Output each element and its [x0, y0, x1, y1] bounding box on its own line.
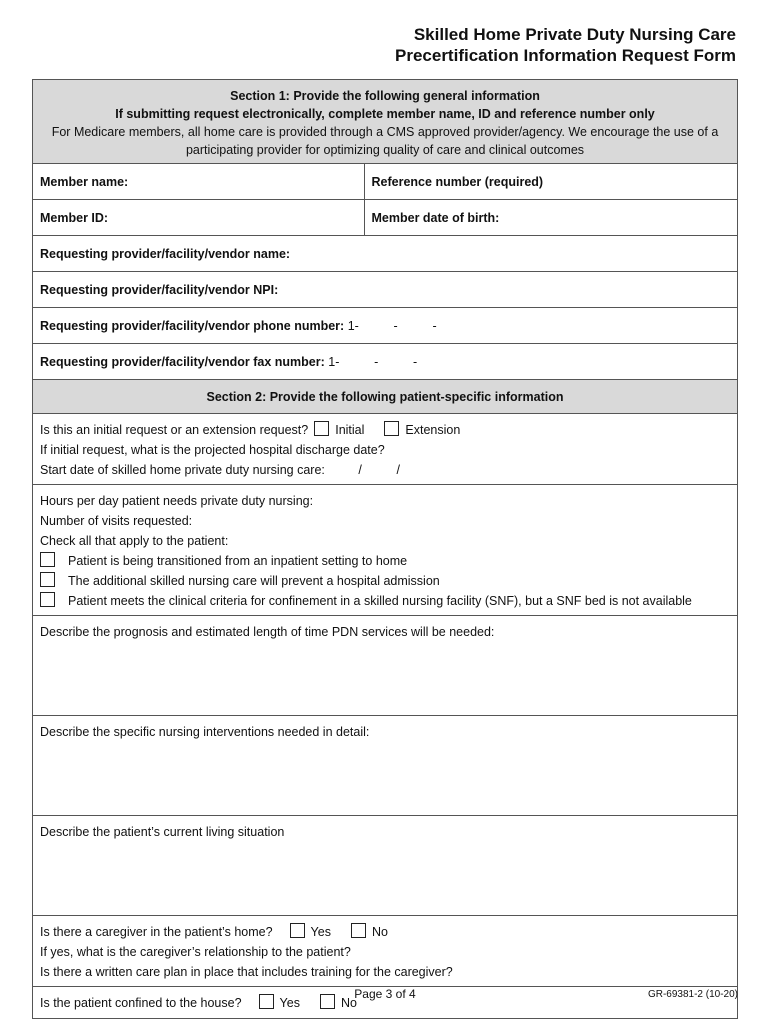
discharge-date-question[interactable]: If initial request, what is the projected hospital discharge date?: [40, 443, 385, 457]
caregiver-no-checkbox[interactable]: [351, 923, 366, 938]
extension-label: Extension: [405, 423, 461, 437]
confined-no-label: No: [340, 996, 357, 1010]
provider-phone-field[interactable]: [33, 308, 738, 344]
reference-number-field[interactable]: [364, 164, 737, 200]
section-1-header: [33, 80, 738, 164]
caregiver-question: Is there a caregiver in the patient’s home?: [40, 925, 273, 939]
caregiver-block: [33, 916, 738, 987]
caregiver-yes-checkbox[interactable]: [290, 923, 305, 938]
section-1-instruction: If submitting request electronically, complete member name, ID and reference number only: [115, 107, 655, 121]
interventions-field[interactable]: [33, 716, 738, 816]
check-all-label: Check all that apply to the patient:: [40, 534, 229, 548]
hours-visits-block: [33, 485, 738, 616]
request-type-question: Is this an initial request or an extension request?: [40, 423, 309, 437]
form-title: [395, 24, 736, 66]
interventions-question: Describe the specific nursing interventions needed in detail:: [40, 725, 370, 739]
start-date-value: / /: [358, 463, 401, 477]
provider-npi-label: Requesting provider/facility/vendor NPI:: [40, 282, 279, 297]
form-code: GR-69381-2 (10-20): [647, 989, 738, 1000]
provider-fax-field[interactable]: [33, 344, 738, 380]
extension-checkbox[interactable]: [384, 421, 399, 436]
section-2-header: [33, 380, 738, 414]
member-dob-label: Member date of birth:: [371, 210, 500, 225]
page-number: Page 3 of 4: [354, 987, 416, 1001]
confined-question: Is the patient confined to the house?: [40, 996, 242, 1010]
member-id-label: Member ID:: [40, 210, 109, 225]
prognosis-field[interactable]: [33, 616, 738, 716]
provider-npi-field[interactable]: [33, 272, 738, 308]
transition-label: Patient is being transitioned from an inpatient setting to home: [68, 554, 408, 568]
provider-phone-label: Requesting provider/facility/vendor phone number:: [40, 318, 345, 333]
confined-yes-label: Yes: [279, 996, 300, 1010]
living-situation-question: Describe the patient’s current living situation: [40, 825, 285, 839]
start-date-question[interactable]: Start date of skilled home private duty nursing care:: [40, 463, 325, 477]
request-type-block: [33, 414, 738, 485]
section-2-heading: Section 2: Provide the following patient-specific information: [206, 389, 564, 404]
prevent-admission-checkbox[interactable]: [40, 572, 55, 587]
section-1-note: For Medicare members, all home care is provided through a CMS approved provider/agency. We encourage the use of a participating provider for optimizing quality of care and clinical outcomes: [51, 125, 719, 157]
snf-criteria-label: Patient meets the clinical criteria for confinement in a skilled nursing facility (SNF), but a SNF bed is not available: [68, 594, 692, 608]
member-dob-field[interactable]: [364, 200, 737, 236]
provider-phone-value: 1- - -: [347, 318, 437, 333]
caregiver-no-label: No: [371, 925, 388, 939]
prognosis-question: Describe the prognosis and estimated length of time PDN services will be needed:: [40, 625, 495, 639]
title-line-2: Precertification Information Request Form: [395, 46, 736, 65]
caregiver-relationship-question[interactable]: If yes, what is the caregiver’s relationship to the patient?: [40, 945, 351, 959]
caregiver-yes-label: Yes: [310, 925, 331, 939]
snf-criteria-checkbox[interactable]: [40, 592, 55, 607]
care-plan-question[interactable]: Is there a written care plan in place that includes training for the caregiver?: [40, 965, 453, 979]
provider-fax-value: 1- - -: [328, 354, 418, 369]
prevent-admission-label: The additional skilled nursing care will prevent a hospital admission: [68, 574, 440, 588]
hours-question[interactable]: Hours per day patient needs private duty nursing:: [40, 494, 314, 508]
provider-name-label: Requesting provider/facility/vendor name:: [40, 246, 291, 261]
visits-question[interactable]: Number of visits requested:: [40, 514, 193, 528]
living-situation-field[interactable]: [33, 816, 738, 916]
title-line-1: Skilled Home Private Duty Nursing Care: [413, 25, 736, 44]
transition-checkbox[interactable]: [40, 552, 55, 567]
request-form: [32, 79, 738, 1019]
initial-checkbox[interactable]: [314, 421, 329, 436]
initial-label: Initial: [335, 423, 365, 437]
section-1-heading: Section 1: Provide the following general information: [230, 89, 540, 103]
member-id-field[interactable]: [33, 200, 365, 236]
reference-number-label: Reference number (required): [371, 174, 544, 189]
member-name-field[interactable]: [33, 164, 365, 200]
member-name-label: Member name:: [40, 174, 129, 189]
provider-name-field[interactable]: [33, 236, 738, 272]
provider-fax-label: Requesting provider/facility/vendor fax number:: [40, 354, 325, 369]
